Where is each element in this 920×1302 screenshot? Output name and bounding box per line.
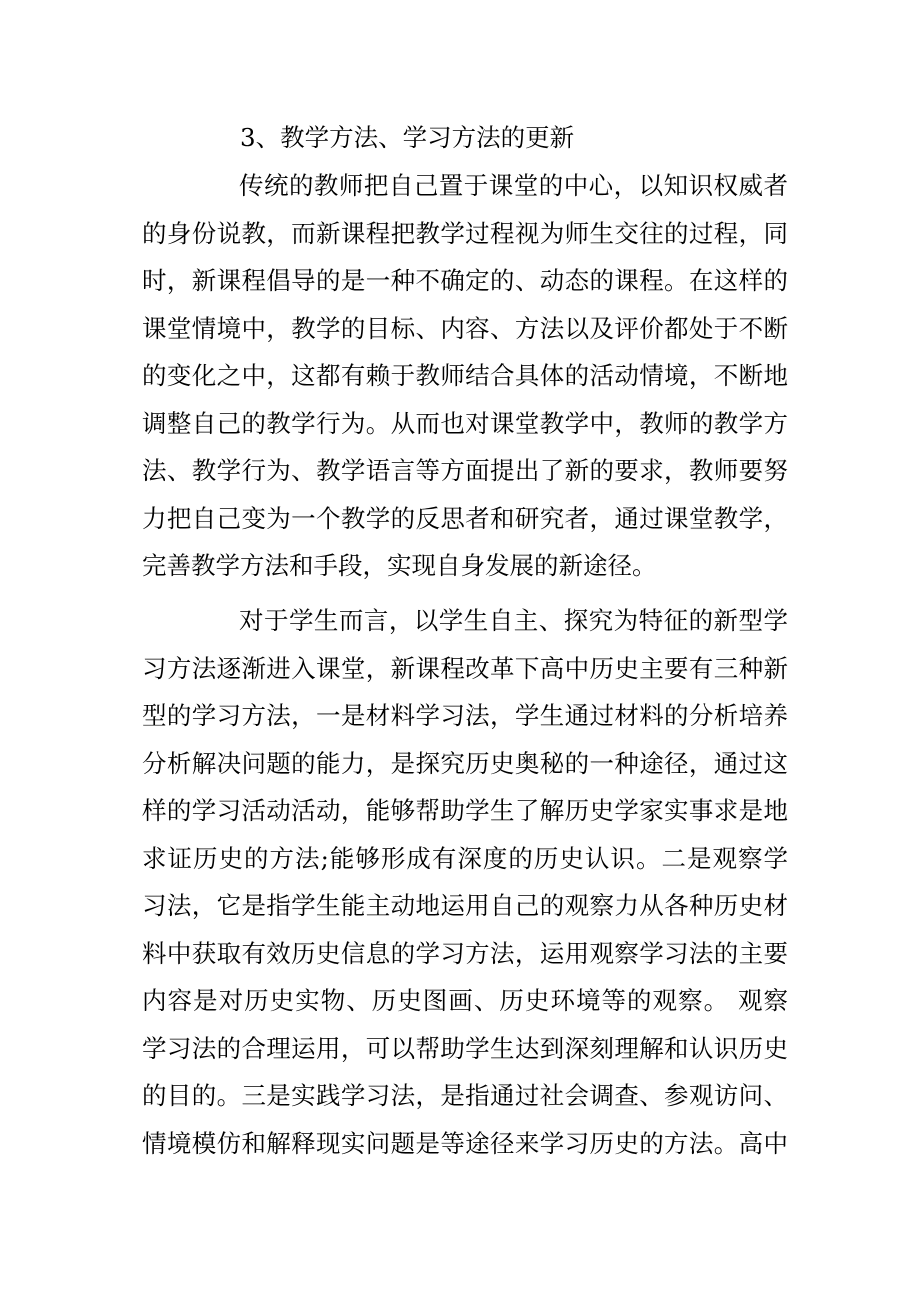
text-line: 习方法逐渐进入课堂，新课程改革下高中历史主要有三种新 [142, 653, 788, 683]
text-line: 对于学生而言，以学生自主、探究为特征的新型学 [239, 606, 788, 635]
text-line: 分析解决问题的能力，是探究历史奥秘的一种途径，通过这 [142, 748, 788, 778]
text-line: 传统的教师把自己置于课堂的中心，以知识权威者 [239, 171, 788, 200]
text-line: 学习法的合理运用，可以帮助学生达到深刻理解和认识历史 [142, 1033, 788, 1063]
text-line: 的变化之中，这都有赖于教师结合具体的活动情境，不断地 [142, 361, 788, 390]
text-line: 调整自己的教学行为。从而也对课堂教学中，教师的教学方 [142, 408, 788, 438]
text-line: 完善教学方法和手段，实现自身发展的新途径。 [142, 551, 657, 580]
text-line: 的身份说教，而新课程把教学过程视为师生交往的过程，同 [142, 218, 788, 248]
section-heading: 3、教学方法、学习方法的更新 [240, 123, 575, 152]
text-line: 样的学习活动活动，能够帮助学生了解历史学家实事求是地 [142, 796, 788, 825]
text-line: 习法，它是指学生能主动地运用自己的观察力从各种历史材 [142, 891, 788, 920]
paragraph-learning-methods [142, 597, 788, 1167]
text-line: 料中获取有效历史信息的学习方法，运用观察学习法的主要 [142, 938, 788, 968]
text-line: 内容是对历史实物、历史图画、历史环境等的观察。 观察 [142, 986, 788, 1015]
text-line: 时，新课程倡导的是一种不确定的、动态的课程。在这样的 [142, 266, 788, 295]
text-line: 求证历史的方法;能够形成有深度的历史认识。二是观察学 [142, 843, 788, 873]
paragraph-teaching-methods [142, 162, 788, 590]
text-line: 的目的。三是实践学习法，是指通过社会调查、参观访问、 [142, 1081, 788, 1110]
text-line: 法、教学行为、教学语言等方面提出了新的要求，教师要努 [142, 456, 788, 485]
text-line: 型的学习方法，一是材料学习法，学生通过材料的分析培养 [142, 701, 788, 730]
text-line: 力把自己变为一个教学的反思者和研究者，通过课堂教学， [142, 503, 788, 533]
text-line: 课堂情境中，教学的目标、内容、方法以及评价都处于不断 [142, 313, 788, 343]
text-line: 情境模仿和解释现实问题是等途径来学习历史的方法。高中 [142, 1128, 788, 1158]
